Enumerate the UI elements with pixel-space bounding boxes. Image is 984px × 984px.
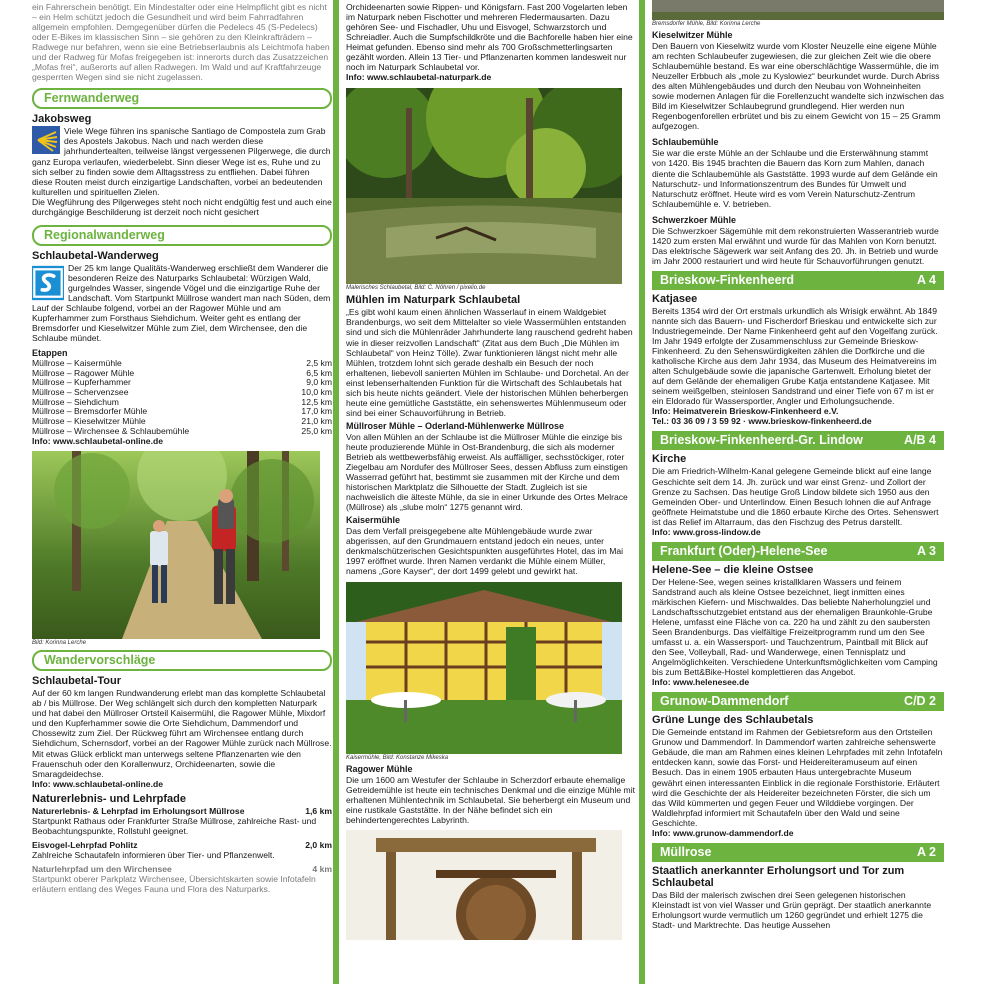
schlaubetal-tour-text: Auf der 60 km langen Rundwanderung erlebt man das komplette Schlaubetal ab / bis Müllrose. Der Weg schlängelt sich durch den kompletten Naturpark und hat dabei den Müllroser Ortsteil Kaisermühl, die Ragower Mühle, Mixdorf und den Kupferhammer sowie die Orte Siehdichum, Dammendorf und Chossewitz zum Ziel. Der Rückweg führt am Wirchensee entlang durch Siehdichum, Schernsdorf, vorbei an der Ragower Mühle zurück nach Müllrose. Mit etwas Glück erblickt man unterwegs seltene Pflanzenarten wie den Frauenschuh oder den Korallenwurz, Orchideenarten, sowie die Smaragdeidechse. (32, 688, 332, 779)
tour-info-link[interactable]: Info: www.schlaubetal-online.de (32, 778, 163, 789)
place-info-link[interactable]: Info: www.gross-lindow.de (652, 526, 761, 537)
schlaubetal-wanderweg-text: Der 25 km lange Qualitäts-Wanderweg erschließt dem Wanderer die besonderen Reize des Naturparks Schlaubetal: Würzigen Wald, gurgelndes Wasser, singende Vögel und die einzigartige Ruhe der Landschaft. Vom Startpunkt Müllrose wandert man nach Süden, dem Lauf der Schlaube folgend, vorbei an der Ragower Mühle und am Kupferhammer zum Forsthaus Siehdichum. Weiter geht es entlang der Bremsdorfer und Kieselwitzer Mühle zum Ziel, dem Wirchensee, den die Schlaube mündet. (32, 262, 331, 344)
ragower-muehle-photo (346, 830, 636, 940)
pfad-3-row (32, 864, 332, 874)
schlaubetal-tour-title: Schlaubetal-Tour (32, 675, 122, 688)
map-grid-reference: A 2 (917, 844, 936, 859)
etappe-distance: 12,5 km (301, 396, 332, 407)
etappe-row (32, 427, 332, 437)
place-name: Brieskow-Finkenheerd (660, 272, 795, 287)
naturpark-intro-text: Orchideenarten sowie Rippen- und Königsfarn. Fast 200 Vogelarten leben im Naturpark neben Fischotter und mehreren Fledermausarten. Dazu gehören See- und Fischadler, Uhu und Eisvogel, Schwarzstorch und Schreiadler. Auch die Sumpfschildkröte und die Bachforelle haben hier eine Heimat gefunden. Ebenso sind mehr als 700 Großschmetterlingsarten gezählt worden. Allein 13 Tier- und Pflanzenarten kommen landesweit nur noch im Naturpark Schlaubetal vor. (346, 2, 633, 73)
jakobsweg-text: Viele Wege führen ins spanische Santiago de Compostela zum Grab des Apostels Jakobus. Nach und nach werden diese jahrhundertealten, teilweise längst vergessenen Pilgerwege, die durch ganz Europa verlaufen, wiederbelebt. Sinn dieser Wege ist es, Ruhe und zu sich selber zu finden sowie dem Alltagsstress zu entfliehen. Dabei führen diese Routen meist durch einzigartige Landschaften, vorbei an bedeutenden kulturellen und spirituellen Zielen. (32, 126, 331, 197)
pfad-2-name: Eisvogel-Lehrpfad Pohlitz (32, 839, 138, 850)
bremsdorfer-photo (652, 0, 944, 20)
place-subtitle: Grüne Lunge des Schlaubetals (652, 714, 814, 727)
hikers-photo-image (32, 451, 320, 639)
kaisermuehle-photo-caption: Kaisermühle, Bild: Konstanze Mikeska (346, 754, 449, 761)
etappe-distance: 25,0 km (301, 425, 332, 436)
place-info-link[interactable]: Info: www.grunow-dammendorf.de (652, 827, 794, 838)
kaisermuehle-photo-image (346, 582, 622, 754)
pfad-1-text: Startpunkt Rathaus oder Frankfurter Straße Müllrose, zahlreiche Rast- und Beobachtungspunkte, Rollstuhl geeignet. (32, 815, 317, 836)
map-grid-reference: A/B 4 (904, 433, 936, 448)
place-subtitle: Katjasee (652, 292, 698, 305)
kaisermuehle-text: Das dem Verfall preisgegebene alte Mühlengebäude wurde zwar abgerissen, auf den Grundmauern entstand jedoch ein neues, unter denkmalschützerischen Gesichtspunkten ausgeführtes Hotel, das im Mai 1997 eröffnet wurde. Ihren Namen verdankt die Mühle einem Müller, namens „Gore Kayser“, der dort 1499 gelebt und gewirkt hat. (346, 526, 624, 577)
pfad-2-distance: 2,0 km (305, 839, 332, 850)
pfad-1-distance: 1,6 km (305, 805, 332, 816)
etappe-name: Müllrose – Kaisermühle (32, 358, 122, 369)
etappe-name: Müllrose – Schervenzsee (32, 387, 129, 398)
etappe-name: Müllrose – Siehdichum (32, 396, 119, 407)
etappe-name: Müllrose – Bremsdorfer Mühle (32, 406, 148, 417)
place-info-link[interactable]: Info: Heimatverein Brieskow-Finkenheerd e.V. (652, 406, 839, 417)
schwerzkoer-muehle-text: Die Schwerzkoer Sägemühle mit dem rekonstruierten Wasserantrieb wurde 1420 zum ersten Mal erwähnt und wurde für das Mahlen von Korn benutzt. Das elektrische Sägewerk war seit Anfang des 20. Jh. in Betrieb und wurde im Jahr 2000 restauriert und wird heute für Schauvorführungen genutzt. (652, 225, 939, 266)
etappen-list (32, 359, 332, 436)
etappe-name: Müllrose – Kupferhammer (32, 377, 131, 388)
muellroser-muehle-text: Von allen Mühlen an der Schlaube ist die Müllroser Mühle die einzige bis heute produzierende Mühle in Ost-Brandenburg, die sich als moderner Betrieb als wettbewerbsfähig erweist. Als auffälliger, sechsstöckiger, roter Ziegelbau am Nordufer des Müllroser Sees, dessen Abfluss zum einstigen Wasserrad geführt hat, bestimmt sie zusammen mit der Kirche und dem historischen Marktplatz die Silhouette der Stadt. Zugleich ist sie nachweislich die älteste Mühle, da sie in einer Urkunde des Ortes Melrace (Müllrose) als „slube moln“ 1275 genannt wird. (346, 431, 628, 513)
intro-text: ein Fahrerschein benötigt. Ein Mindestalter oder eine Helmpflicht gibt es nicht – ein Helm schützt jedoch die Gesundheit und wird beim Fahrradfahren allgemein empfohlen. Demgegenüber dürfen die Pedelecs 45 (S-Pedelecs) oder E-Bikes im klassischen Sinn – sie gehören zu den Kleinkrafträdern – Radwege nur befahren, wenn sie eine Betriebserlaubnis als Leichtmofa haben und der Radweg für Mofas freigegeben ist: innerorts durch das Zusatzzeichen „Mofas frei“, außerorts auf allen Radwegen. Im Wald und auf Kraftfahrzeuge gesperrten Wegen sind sie nicht zugelassen. (32, 2, 330, 83)
etappen-label: Etappen (32, 348, 68, 359)
column-left (32, 0, 332, 984)
schlaubetal-photo-caption: Malerisches Schlaubetal, Bild: C. Nöhren / pixelio.de (346, 285, 486, 292)
etappe-distance: 6,5 km (306, 367, 332, 378)
section-fernwanderweg: Fernwanderweg (32, 88, 332, 109)
jakobsweg-text-2: Die Wegführung des Pilgerweges steht noch nicht endgültig fest und auch eine durchgängige Beschilderung ist derzeit noch nicht gesichert (32, 196, 332, 217)
place-name: Grunow-Dammendorf (660, 694, 789, 709)
schlaubemuehle-text: Sie war die erste Mühle an der Schlaube und die Ersterwähnung stammt von 1420. Bis 1945 brachten die Bauern das Korn zum Mahlen, danach diente die Schlaubemühle als Gaststätte. 1993 wurde auf dem Gelände ein Naturschutz- und Informationszentrum des Bundes für Umwelt und Naturschutz eröffnet. Heute wird es vom Verein Naturschutz-Zentrum Schlaubemühle e. V. betrieben. (652, 148, 938, 209)
place-text: Der Helene-See, wegen seines kristallklaren Wassers und feinem Sandstrand auch als kleine Ostsee bezeichnet, liegt inmitten eines märkischen Kiefern- und Mischwaldes. Das beliebte Naherholungziel und Landschaftsschutzgebiet entstand aus der ehemaligen Braunkohle-Grube Helene, umfasst eine Fläche von ca. 220 ha und zählt zu den saubersten Seen Brandenburgs. Das vielfältige Freizeitprogramm rund um den See umfasst u. a. ein Wassersport- und Tauchzentrum, Paintball mit Blick auf den See, Volleyball, Rad- und Wanderwege, einen Tennisplatz und Angelmöglichkeiten. Verschiedene Unterkunftsmöglichkeiten vom Camping bis zum Bett&Bike-Hostel komplettieren das Angebot. (652, 576, 938, 678)
kaisermuehle-title: Kaisermühle (346, 515, 401, 526)
hikers-photo-caption: Bild: Korinna Lerche (32, 640, 87, 647)
place-subtitle: Kirche (652, 453, 687, 466)
place-header-bar (652, 692, 944, 711)
pfad-1-row (32, 806, 332, 816)
kieselwitzer-muehle-title: Kieselwitzer Mühle (652, 30, 733, 40)
column-rule-right (639, 0, 645, 984)
etappe-distance: 2,5 km (306, 358, 332, 369)
map-grid-reference: A 3 (917, 543, 936, 558)
jakobsweg-title: Jakobsweg (32, 113, 92, 126)
schlaubetal-wanderweg-block (32, 263, 332, 343)
muehlen-text: „Es gibt wohl kaum einen ähnlichen Wasserlauf in einem Waldgebiet Brandenburgs, wo seit dem Mittelalter so viele Wassermühlen entstanden sind und sich die Mühlenräder Jahrhunderte lang rauschend gedreht haben wie in dieser reizvollen Landschaft“ (Zitat aus dem Buch „Die Mühlen im Schlaubetal“ von Heinz Tölle). Zwar funktionieren längst nicht mehr alle Mühlen, trotzdem lohnt sich gerade deshalb ein Besuch der noch erhaltenen, liebevoll sanierten Mühlen im Schlaube- und Dorchetal. An der einst lebenserhaltenden Funktion für die Wirtschaft des Schlaubetals hat sich bis heute nichts geändert. Viele der historischen Mühlen beherbergen heute eine gemütliche Gaststätte, ein sehenswertes Mühlenmuseum oder sind bei einer Schauvorführung in Betrieb. (346, 307, 633, 418)
etappe-distance: 17,0 km (301, 406, 332, 417)
place-subtitle: Helene-See – die kleine Ostsee (652, 563, 814, 576)
regional-info-link[interactable]: Info: www.schlaubetal-online.de (32, 436, 163, 447)
place-text: Das Bild der malerisch zwischen drei Seen gelegenen historischen Kleinstadt ist von viel Wasser und Grün geprägt. Der staatlich anerkannte Erholungsort wurde vermutlich um 1260 gegründet und erhielt 1275 die Stadt- und Marktrechte. Das heutige Aussehen (652, 889, 932, 930)
schwerzkoer-muehle-title: Schwerzkoer Mühle (652, 214, 737, 225)
kaisermuehle-photo (346, 582, 636, 754)
schlaubemuehle-title: Schlaubemühle (652, 137, 719, 148)
naturpark-info-link[interactable]: Info: www.schlaubetal-naturpark.de (346, 72, 492, 83)
places-list (652, 271, 944, 930)
column-right (652, 0, 944, 984)
map-grid-reference: A 4 (917, 272, 936, 287)
etappe-distance: 21,0 km (301, 415, 332, 426)
etappe-name: Müllrose – Ragower Mühle (32, 367, 135, 378)
place-header-bar (652, 542, 944, 561)
etappe-name: Müllrose – Wirchensee & Schlaubemühle (32, 425, 190, 436)
muehlen-title: Mühlen im Naturpark Schlaubetal (346, 294, 521, 307)
place-header-bar (652, 843, 944, 862)
section-regionalwanderweg: Regionalwanderweg (32, 225, 332, 246)
etappe-distance: 10,0 km (301, 387, 332, 398)
map-grid-reference: C/D 2 (904, 694, 936, 709)
column-middle (346, 0, 636, 984)
muellroser-muehle-title: Müllroser Mühle – Oderland-Mühlenwerke Müllrose (346, 420, 565, 431)
lehrpfade-title: Naturerlebnis- und Lehrpfade (32, 792, 187, 805)
bremsdorfer-photo-caption: Bremsdorfer Mühle, Bild: Korinna Lerche (652, 21, 761, 27)
schlaubetal-wanderweg-title: Schlaubetal-Wanderweg (32, 249, 159, 262)
schlaubetal-photo (346, 88, 636, 284)
pfad-3-text: Startpunkt oberer Parkplatz Wirchensee, Übersichtskarten sowie Infotafeln erläutern entlang des Weges Fauna und Flora des Naturparks. (32, 873, 316, 894)
jakobsweg-block (32, 126, 332, 216)
schlaubetal-trail-icon (32, 263, 64, 303)
ragower-muehle-text: Die um 1600 am Westufer der Schlaube in Scherzdorf erbaute ehemalige Getreidemühle ist heute ein technisches Denkmal und die einzige Mühle mit erhaltenen Mühlentechnik im Schlaubetal. Sie beherbergt ein Museum und eine rustikale Gaststätte. In der Nähe befindet sich ein behindertengerechtes Labyrinth. (346, 774, 636, 825)
schlaubetal-photo-image (346, 88, 622, 284)
place-text: Die am Friedrich-Wilhelm-Kanal gelegene Gemeinde blickt auf eine lange Geschichte seit dem 14. Jh. zurück und war einst Grenz- und Zollort der Grenze zu Sachsen. Das heutige Groß Lindow bildete sich 1950 aus den Gemeinden Ober- und Unterlindow. Einen Besuch lohnen die auf Anfrage geöffnete Heimatstube und die 1860 erbaute Kirche des Ortes. Sehenswert ist das Relief im Altarraum, das den Fischzug des Petrus darstellt. (652, 466, 939, 527)
bremsdorfer-photo-image (652, 0, 944, 20)
pfad-3-distance: 4 km (312, 863, 332, 874)
place-info-link[interactable]: Info: www.helenesee.de (652, 677, 750, 688)
place-name: Frankfurt (Oder)-Helene-See (660, 543, 828, 558)
place-name: Müllrose (660, 844, 712, 859)
etappe-distance: 9,0 km (306, 377, 332, 388)
ragower-muehle-photo-image (346, 830, 622, 940)
place-subtitle: Staatlich anerkannter Erholungsort und Tor zum Schlaubetal (652, 864, 905, 889)
hikers-photo (32, 451, 332, 639)
place-header-bar (652, 271, 944, 290)
pfad-2-text: Zahlreiche Schautafeln informieren über Tier- und Pflanzenwelt. (32, 849, 275, 860)
etappe-name: Müllrose – Kieselwitzer Mühle (32, 415, 146, 426)
section-wandervorschlaege: Wandervorschläge (32, 650, 332, 671)
pfad-2-row (32, 840, 332, 850)
place-header-bar (652, 431, 944, 450)
pfad-1-name: Naturerlebnis- & Lehrpfad im Erholungsort Müllrose (32, 805, 245, 816)
ragower-muehle-title: Ragower Mühle (346, 763, 413, 774)
place-contact-line[interactable]: Tel.: 03 36 09 / 3 59 92 · www.brieskow-finkenheerd.de (652, 416, 872, 427)
place-text: Die Gemeinde entstand im Rahmen der Gebietsreform aus den Ortsteilen Grunow und Dammendorf. In Dammendorf warten zahlreiche sehenswerte Gebäude, die man am Rahmen eines kleinen Lehrpfades mit zehn Infotafeln entdecken kann, sowie das Forst- und Heidereiteramuseum auf einen Besuch. Das in einem 1905 erbauten Haus untergebrachte Museum gewährt einen interessanten Einblick in die regionale Forsthistorie. Erläutert wird die Geschichte der als Heidereiter bezeichneten Förster, die sich um das Wild kümmerten und gegen Feuer und Wilddiebe vorgingen. Der Waldlehrpfad informiert mit Schautafeln über den Wald und seine Geschichte. (652, 727, 943, 828)
kieselwitzer-muehle-text: Den Bauern von Kieselwitz wurde vom Kloster Neuzelle eine eigene Mühle am rechten Schlaubeufer zugewiesen, die zur gleichen Zeit wie die obere Schlaubemühle bestand. Es war eine oberschlächtige Wassermühle, die im Neuzeller Erbbuch als „mole zu Kyslowiez“ beurkundet wurde. Durch Abriss des alten Mühlengebäudes und durch den Neubau von Wohneinheiten sowie modernen Anlagen für die Forellenzucht wandelte sich inzwischen das Bild im Kieselwitzer Schlaubegrund grundlegend. Hier werden nun Regenbogenforellen erbrütet und bis zu einem Gewicht von 15 – 25 Gramm aufgezogen. (652, 41, 944, 132)
pfad-3-name: Naturlehrpfad um den Wirchensee (32, 863, 172, 874)
place-name: Brieskow-Finkenheerd-Gr. Lindow (660, 433, 863, 448)
column-rule-left (333, 0, 339, 984)
scallop-shell-icon (32, 126, 60, 154)
place-text: Bereits 1354 wird der Ort erstmals urkundlich als Wrisigk erwähnt. Ab 1849 nannte sich das Bauern- und Fischerdorf Brieskau und entwickelte sich zur Industriegemeinde. Der Name Finkenheerd geht auf den Vogelfang zurück. Im Jahr 1949 erfolgte der Zusammenschluss zur Gemeinde Brieskow-Finkenheerd. Zu den Sehenswürdigkeiten zählen die Dorfkirche und die katholische Kirche aus dem Jahr 1934, das Museum des Heimatvereins im alten Schulgebäude sowie die japanische Gartenwelt. Erholung bietet der auf dem Gelände der ehemaligen Grube Katja entstandene Katjasee. Mit seinem weißgelben, steinlosen Sandstrand und einer Tiefe von 67 m ist er ein Eldorado für Wassersportler, Angler und Erholungsuchende. (652, 305, 938, 407)
